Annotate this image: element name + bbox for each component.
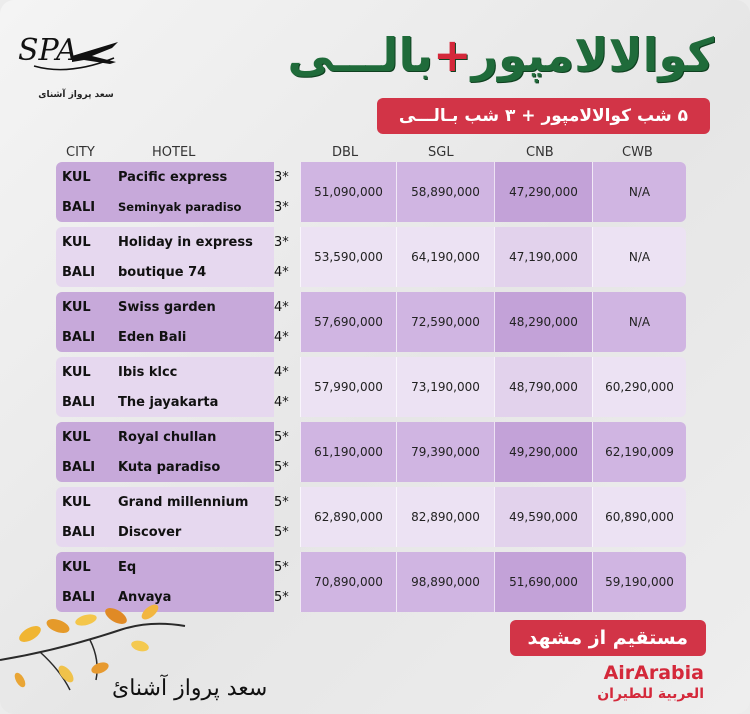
header-cnb: CNB — [526, 145, 554, 160]
brand-logo — [14, 18, 124, 100]
price-sgl: 64,190,000 — [396, 227, 494, 287]
city-1: KUL — [62, 234, 91, 250]
hotel-1: Holiday in express — [118, 234, 253, 250]
star-cell — [274, 422, 300, 482]
hotel-cell — [112, 357, 274, 417]
price-cwb: N/A — [592, 162, 686, 222]
hotel-1: Grand millennium — [118, 494, 249, 510]
star-1: 5* — [274, 429, 289, 445]
table-row — [56, 487, 686, 547]
price-cnb: 51,690,000 — [494, 552, 592, 612]
price-cwb: N/A — [592, 227, 686, 287]
city-cell — [56, 162, 112, 222]
price-cnb: 48,790,000 — [494, 357, 592, 417]
hotel-cell — [112, 227, 274, 287]
hotel-2: Seminyak paradiso — [118, 200, 242, 215]
price-sgl: 98,890,000 — [396, 552, 494, 612]
star-cell — [274, 227, 300, 287]
price-cwb: N/A — [592, 292, 686, 352]
price-cwb: 60,290,000 — [592, 357, 686, 417]
star-1: 3* — [274, 234, 289, 250]
price-cnb: 47,190,000 — [494, 227, 592, 287]
star-1: 5* — [274, 559, 289, 575]
brand-signature: سعد پرواز آشنائ — [112, 676, 268, 701]
city-2: BALI — [62, 524, 96, 540]
star-cell — [274, 292, 300, 352]
price-cwb: 59,190,000 — [592, 552, 686, 612]
header-dbl: DBL — [332, 145, 359, 160]
price-dbl: 51,090,000 — [300, 162, 396, 222]
star-2: 5* — [274, 459, 289, 475]
star-cell — [274, 487, 300, 547]
table-row — [56, 227, 686, 287]
title-part-2: بالـــی — [287, 28, 433, 82]
star-2: 5* — [274, 524, 289, 540]
price-dbl: 57,990,000 — [300, 357, 396, 417]
city-1: KUL — [62, 494, 91, 510]
airline-name-en: AirArabia — [603, 662, 704, 684]
star-cell — [274, 552, 300, 612]
star-cell — [274, 357, 300, 417]
price-cnb: 47,290,000 — [494, 162, 592, 222]
city-2: BALI — [62, 459, 96, 475]
city-1: KUL — [62, 429, 91, 445]
city-cell — [56, 357, 112, 417]
price-sgl: 79,390,000 — [396, 422, 494, 482]
header-city: CITY — [66, 145, 95, 160]
city-cell — [56, 292, 112, 352]
logo-subtitle: سعد پرواز آشنای — [38, 90, 114, 100]
city-cell — [56, 422, 112, 482]
header-cwb: CWB — [622, 145, 653, 160]
hotel-2: Eden Bali — [118, 329, 187, 345]
price-sgl: 58,890,000 — [396, 162, 494, 222]
hotel-1: Eq — [118, 559, 137, 575]
hotel-cell — [112, 292, 274, 352]
hotel-1: Ibis klcc — [118, 364, 178, 380]
title-plus: + — [433, 28, 472, 82]
hotel-1: Swiss garden — [118, 299, 216, 315]
table-row — [56, 162, 686, 222]
city-2: BALI — [62, 589, 96, 605]
hotel-2: Kuta paradiso — [118, 459, 221, 475]
price-cnb: 48,290,000 — [494, 292, 592, 352]
hotel-2: The jayakarta — [118, 394, 219, 410]
city-1: KUL — [62, 299, 91, 315]
city-2: BALI — [62, 199, 96, 215]
airplane-logo-icon — [14, 18, 124, 88]
price-cwb: 62,190,009 — [592, 422, 686, 482]
table-row — [56, 292, 686, 352]
star-2: 4* — [274, 329, 289, 345]
city-2: BALI — [62, 329, 96, 345]
table-row — [56, 357, 686, 417]
star-2: 4* — [274, 394, 289, 410]
price-cnb: 49,290,000 — [494, 422, 592, 482]
city-1: KUL — [62, 364, 91, 380]
price-dbl: 53,590,000 — [300, 227, 396, 287]
price-dbl: 62,890,000 — [300, 487, 396, 547]
price-dbl: 61,190,000 — [300, 422, 396, 482]
table-row — [56, 422, 686, 482]
city-2: BALI — [62, 264, 96, 280]
star-1: 5* — [274, 494, 289, 510]
title-part-1: کوالالامپور — [471, 28, 714, 82]
header-sgl: SGL — [428, 145, 454, 160]
city-cell — [56, 227, 112, 287]
star-1: 3* — [274, 169, 289, 185]
hotel-cell — [112, 487, 274, 547]
price-table — [56, 162, 686, 612]
star-2: 3* — [274, 199, 289, 215]
hotel-cell — [112, 162, 274, 222]
airline-name-ar: العربية للطيران — [597, 686, 704, 702]
direct-flight-badge: مستقیم از مشهد — [510, 620, 706, 656]
price-dbl: 57,690,000 — [300, 292, 396, 352]
price-dbl: 70,890,000 — [300, 552, 396, 612]
city-1: KUL — [62, 559, 91, 575]
tour-duration-badge: ۵ شب کوالالامپور + ۳ شب بـالـــی — [377, 98, 710, 134]
star-2: 4* — [274, 264, 289, 280]
hotel-cell — [112, 422, 274, 482]
star-2: 5* — [274, 589, 289, 605]
star-1: 4* — [274, 299, 289, 315]
star-cell — [274, 162, 300, 222]
city-2: BALI — [62, 394, 96, 410]
price-cnb: 49,590,000 — [494, 487, 592, 547]
city-1: KUL — [62, 169, 91, 185]
hotel-1: Royal chullan — [118, 429, 217, 445]
hotel-2: boutique 74 — [118, 264, 207, 280]
price-sgl: 73,190,000 — [396, 357, 494, 417]
price-sgl: 72,590,000 — [396, 292, 494, 352]
hotel-1: Pacific express — [118, 169, 228, 185]
hotel-2: Anvaya — [118, 589, 172, 605]
price-cwb: 60,890,000 — [592, 487, 686, 547]
city-cell — [56, 487, 112, 547]
page-title — [287, 28, 714, 82]
price-sgl: 82,890,000 — [396, 487, 494, 547]
header-hotel: HOTEL — [152, 145, 196, 160]
logo-letters: SPA — [18, 33, 78, 68]
hotel-2: Discover — [118, 524, 182, 540]
star-1: 4* — [274, 364, 289, 380]
